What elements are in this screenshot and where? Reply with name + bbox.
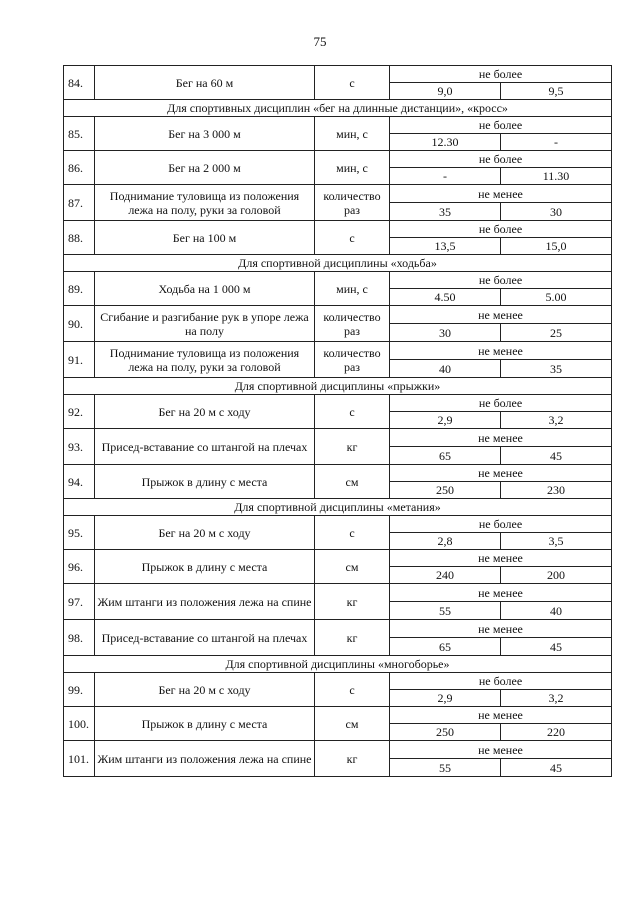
criterion: не менее bbox=[390, 465, 612, 482]
value-women: 230 bbox=[501, 482, 612, 499]
item-number: 91. bbox=[64, 342, 95, 378]
value-men: 250 bbox=[390, 724, 501, 741]
value-women: 11.30 bbox=[501, 168, 612, 185]
criterion: не более bbox=[390, 673, 612, 690]
value-men: 13,5 bbox=[390, 238, 501, 255]
value-men: 55 bbox=[390, 759, 501, 777]
criterion: не менее bbox=[390, 620, 612, 638]
unit: количество раз bbox=[315, 185, 390, 221]
item-number: 96. bbox=[64, 550, 95, 584]
criterion: не более bbox=[390, 151, 612, 168]
item-number: 86. bbox=[64, 151, 95, 185]
criterion: не более bbox=[390, 66, 612, 83]
unit: см bbox=[315, 465, 390, 499]
exercise-name: Жим штанги из положения лежа на спине bbox=[95, 741, 315, 777]
table-row bbox=[64, 516, 612, 533]
item-number: 95. bbox=[64, 516, 95, 550]
value-men: 9,0 bbox=[390, 83, 501, 100]
value-men: 2,9 bbox=[390, 690, 501, 707]
value-men: 65 bbox=[390, 447, 501, 465]
exercise-name: Бег на 20 м с ходу bbox=[95, 395, 315, 429]
value-men: 12.30 bbox=[390, 134, 501, 151]
unit: с bbox=[315, 395, 390, 429]
table-row bbox=[64, 707, 612, 724]
value-women: 9,5 bbox=[501, 83, 612, 100]
value-men: 55 bbox=[390, 602, 501, 620]
value-women: 15,0 bbox=[501, 238, 612, 255]
unit: с bbox=[315, 673, 390, 707]
criterion: не менее bbox=[390, 342, 612, 360]
criterion: не менее bbox=[390, 741, 612, 759]
section-title: Для спортивной дисциплины «прыжки» bbox=[64, 378, 612, 395]
item-number: 84. bbox=[64, 66, 95, 100]
value-men: 2,9 bbox=[390, 412, 501, 429]
unit: с bbox=[315, 66, 390, 100]
unit: мин, с bbox=[315, 117, 390, 151]
value-women: 30 bbox=[501, 203, 612, 221]
unit: см bbox=[315, 707, 390, 741]
criterion: не менее bbox=[390, 429, 612, 447]
criterion: не более bbox=[390, 516, 612, 533]
value-men: 250 bbox=[390, 482, 501, 499]
table-row bbox=[64, 185, 612, 203]
criterion: не менее bbox=[390, 707, 612, 724]
item-number: 89. bbox=[64, 272, 95, 306]
exercise-name: Жим штанги из положения лежа на спине bbox=[95, 584, 315, 620]
value-men: 40 bbox=[390, 360, 501, 378]
table-row bbox=[64, 221, 612, 238]
criterion: не менее bbox=[390, 306, 612, 324]
table-row bbox=[64, 272, 612, 289]
item-number: 99. bbox=[64, 673, 95, 707]
table-row bbox=[64, 306, 612, 324]
item-number: 94. bbox=[64, 465, 95, 499]
exercise-name: Бег на 60 м bbox=[95, 66, 315, 100]
value-women: 220 bbox=[501, 724, 612, 741]
item-number: 100. bbox=[64, 707, 95, 741]
unit: кг bbox=[315, 584, 390, 620]
value-men: 30 bbox=[390, 324, 501, 342]
section-title: Для спортивной дисциплины «метания» bbox=[64, 499, 612, 516]
section-title: Для спортивных дисциплин «бег на длинные дистанции», «кросс» bbox=[64, 100, 612, 117]
criterion: не менее bbox=[390, 185, 612, 203]
exercise-name: Ходьба на 1 000 м bbox=[95, 272, 315, 306]
value-men: 4.50 bbox=[390, 289, 501, 306]
value-women: 35 bbox=[501, 360, 612, 378]
table-row bbox=[64, 342, 612, 360]
exercise-name: Сгибание и разгибание рук в упоре лежа на полу bbox=[95, 306, 315, 342]
criterion: не более bbox=[390, 221, 612, 238]
value-women: 3,2 bbox=[501, 690, 612, 707]
exercise-name: Бег на 3 000 м bbox=[95, 117, 315, 151]
value-men: - bbox=[390, 168, 501, 185]
criterion: не более bbox=[390, 272, 612, 289]
exercise-name: Бег на 100 м bbox=[95, 221, 315, 255]
table-row bbox=[64, 584, 612, 602]
table-row bbox=[64, 741, 612, 759]
unit: кг bbox=[315, 741, 390, 777]
criterion: не более bbox=[390, 117, 612, 134]
page-number: 75 bbox=[313, 34, 327, 49]
table-row bbox=[64, 151, 612, 168]
table-row bbox=[64, 395, 612, 412]
table-row bbox=[64, 550, 612, 567]
exercise-name: Прыжок в длину с места bbox=[95, 707, 315, 741]
exercise-name: Поднимание туловища из положения лежа на полу, руки за головой bbox=[95, 185, 315, 221]
table-row bbox=[64, 66, 612, 83]
item-number: 88. bbox=[64, 221, 95, 255]
value-men: 2,8 bbox=[390, 533, 501, 550]
table-row bbox=[64, 429, 612, 447]
item-number: 87. bbox=[64, 185, 95, 221]
section-title: Для спортивной дисциплины «многоборье» bbox=[64, 656, 612, 673]
unit: мин, с bbox=[315, 272, 390, 306]
exercise-name: Бег на 20 м с ходу bbox=[95, 516, 315, 550]
criterion: не менее bbox=[390, 584, 612, 602]
value-women: 45 bbox=[501, 759, 612, 777]
value-women: 3,2 bbox=[501, 412, 612, 429]
value-women: 5.00 bbox=[501, 289, 612, 306]
item-number: 101. bbox=[64, 741, 95, 777]
unit: с bbox=[315, 221, 390, 255]
exercise-name: Бег на 2 000 м bbox=[95, 151, 315, 185]
value-women: 3,5 bbox=[501, 533, 612, 550]
item-number: 93. bbox=[64, 429, 95, 465]
unit: количество раз bbox=[315, 342, 390, 378]
value-women: 45 bbox=[501, 638, 612, 656]
criterion: не более bbox=[390, 395, 612, 412]
unit: см bbox=[315, 550, 390, 584]
exercise-name: Присед-вставание со штангой на плечах bbox=[95, 620, 315, 656]
section-row bbox=[64, 656, 612, 673]
exercise-name: Поднимание туловища из положения лежа на полу, руки за головой bbox=[95, 342, 315, 378]
exercise-name: Прыжок в длину с места bbox=[95, 550, 315, 584]
table-row bbox=[64, 465, 612, 482]
value-women: - bbox=[501, 134, 612, 151]
item-number: 92. bbox=[64, 395, 95, 429]
section-row bbox=[64, 100, 612, 117]
item-number: 90. bbox=[64, 306, 95, 342]
exercise-name: Присед-вставание со штангой на плечах bbox=[95, 429, 315, 465]
exercise-name: Бег на 20 м с ходу bbox=[95, 673, 315, 707]
item-number: 98. bbox=[64, 620, 95, 656]
value-men: 65 bbox=[390, 638, 501, 656]
unit: количество раз bbox=[315, 306, 390, 342]
value-men: 35 bbox=[390, 203, 501, 221]
item-number: 97. bbox=[64, 584, 95, 620]
exercise-name: Прыжок в длину с места bbox=[95, 465, 315, 499]
unit: с bbox=[315, 516, 390, 550]
table-row bbox=[64, 673, 612, 690]
unit: кг bbox=[315, 429, 390, 465]
unit: мин, с bbox=[315, 151, 390, 185]
table-row bbox=[64, 117, 612, 134]
value-women: 200 bbox=[501, 567, 612, 584]
value-men: 240 bbox=[390, 567, 501, 584]
section-row bbox=[64, 255, 612, 272]
value-women: 45 bbox=[501, 447, 612, 465]
section-title: Для спортивной дисциплины «ходьба» bbox=[64, 255, 612, 272]
unit: кг bbox=[315, 620, 390, 656]
value-women: 25 bbox=[501, 324, 612, 342]
standards-table bbox=[63, 65, 612, 777]
section-row bbox=[64, 378, 612, 395]
value-women: 40 bbox=[501, 602, 612, 620]
table-row bbox=[64, 620, 612, 638]
section-row bbox=[64, 499, 612, 516]
criterion: не менее bbox=[390, 550, 612, 567]
item-number: 85. bbox=[64, 117, 95, 151]
